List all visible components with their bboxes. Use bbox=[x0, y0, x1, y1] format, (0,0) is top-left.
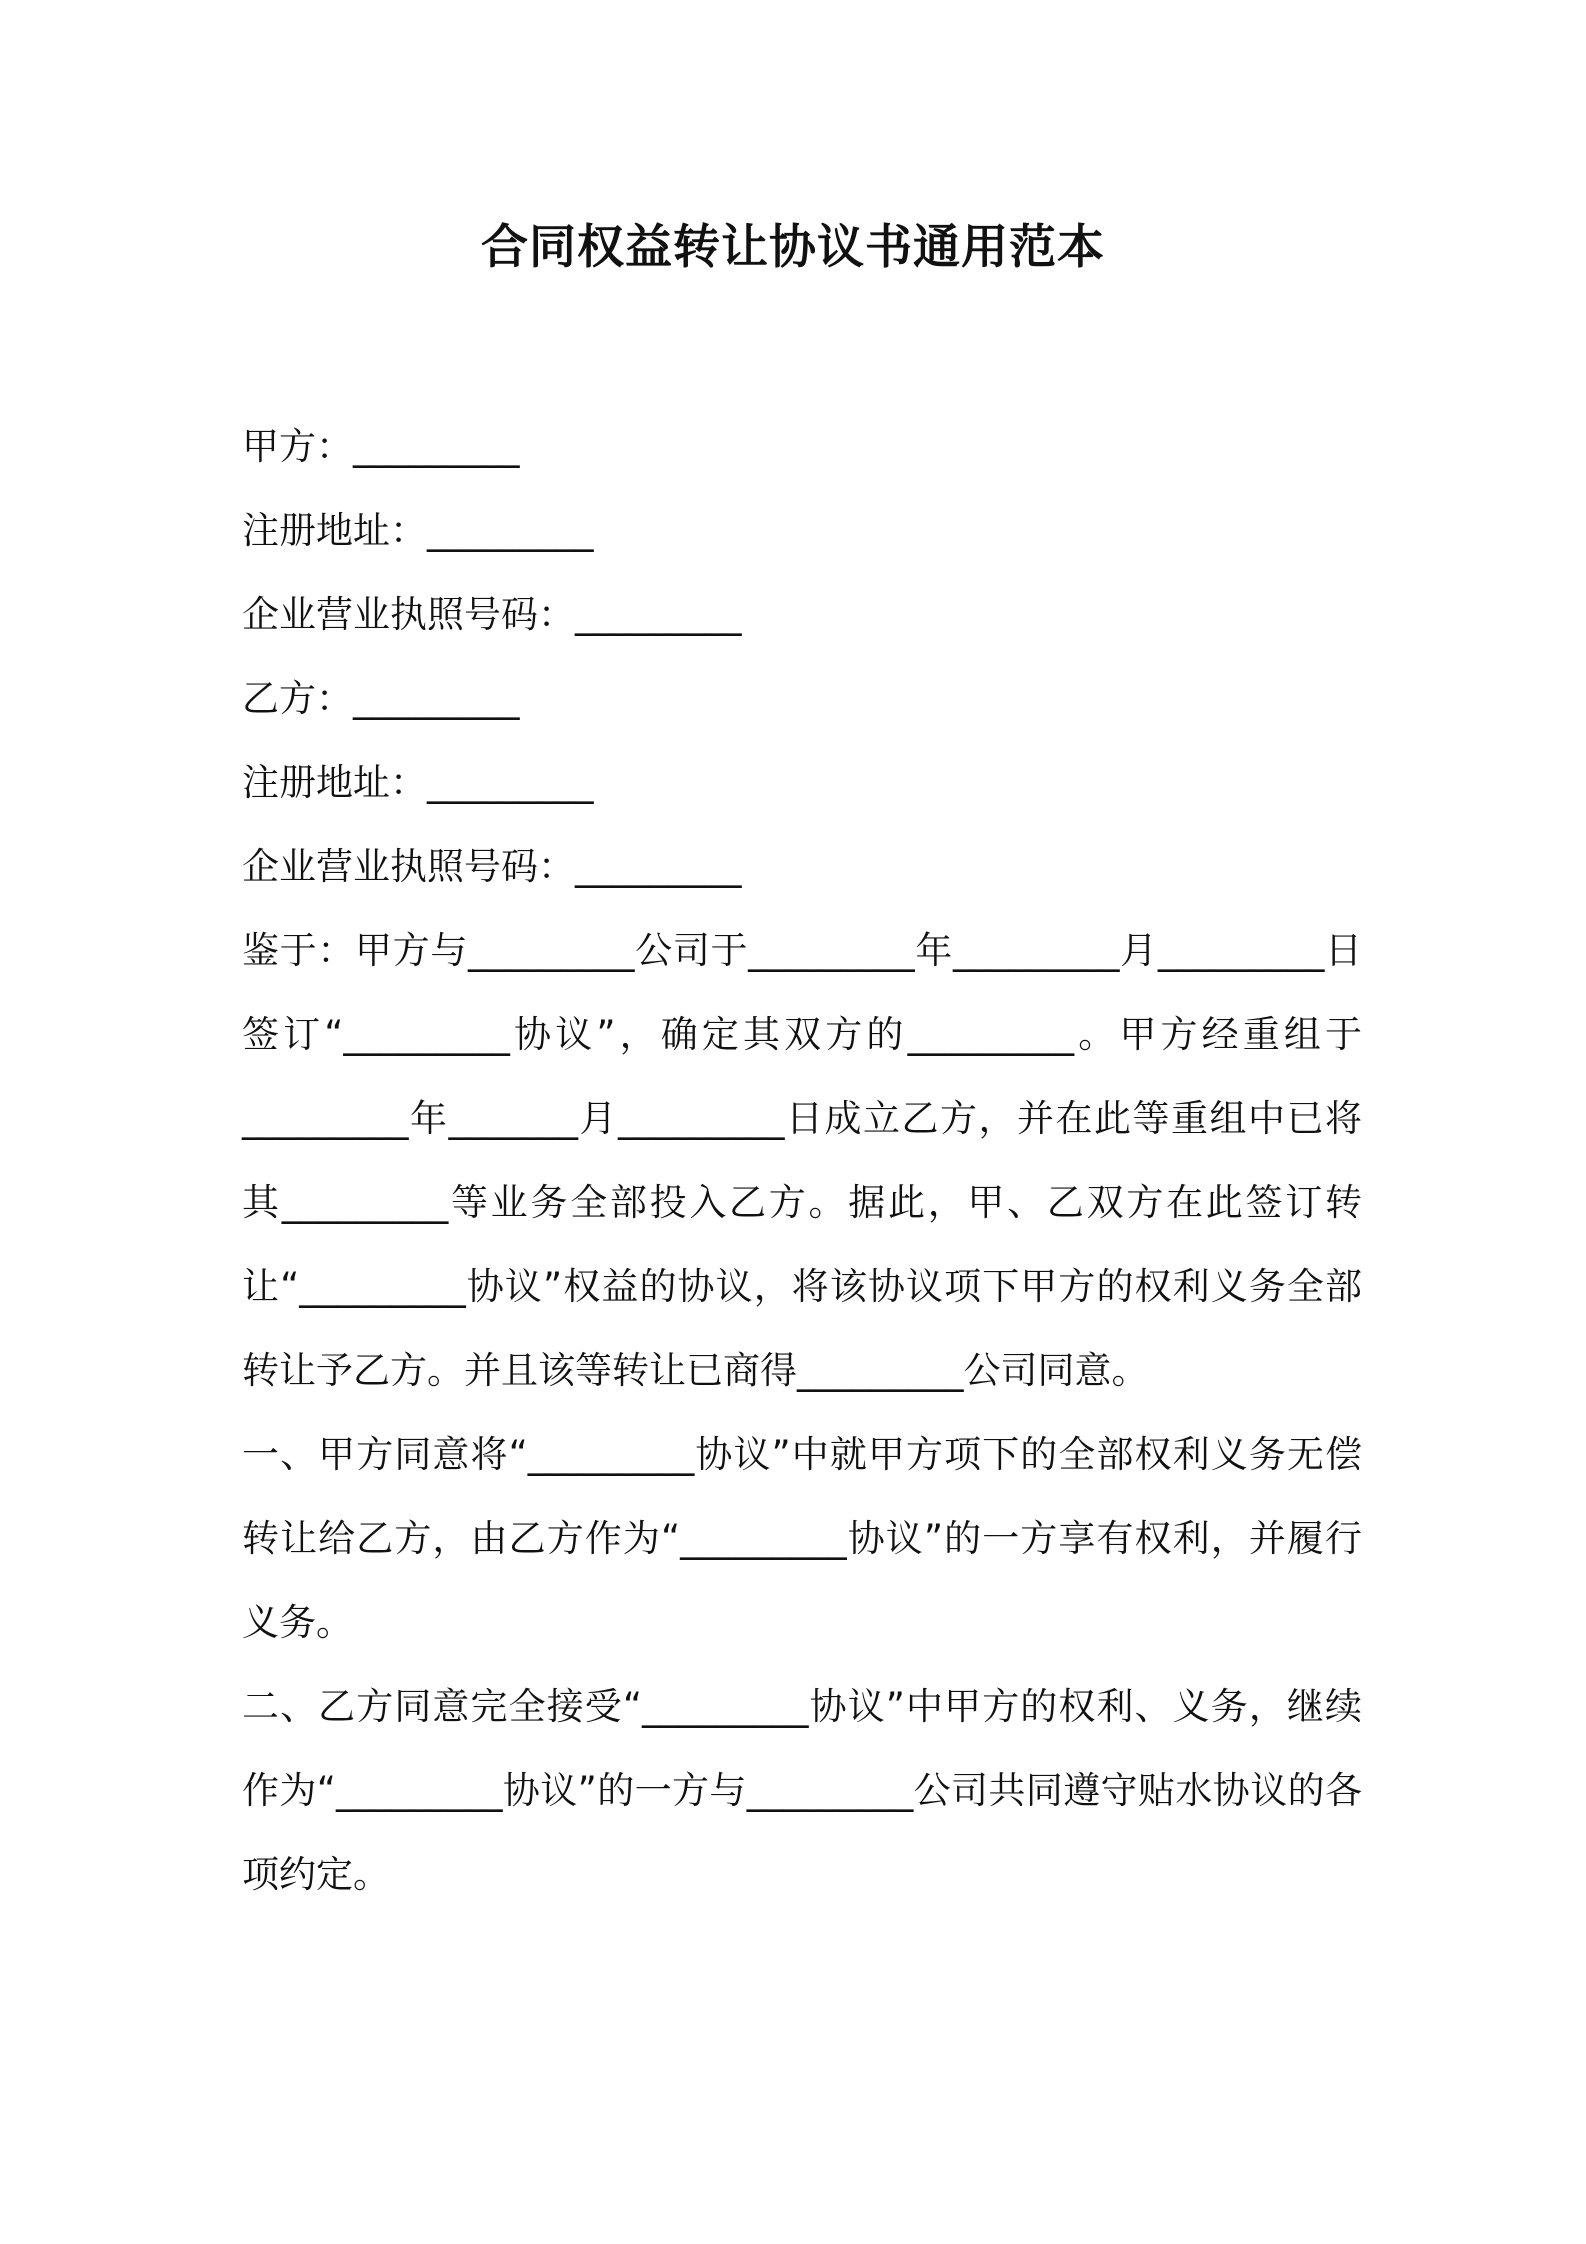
party-a-address-line: 注册地址：_________ bbox=[242, 509, 594, 552]
recital-paragraph: 鉴于：甲方与_________公司于_________年_________月_________日签订“_________协议”，确定其双方的_________。甲方经重组于_________年_______月_________日成立乙方，并在此等重组中已将其_________等业务全部投入乙方。据此，甲、乙双方在此签订转让“_________协议”权益的协议，将该协议项下甲方的权利义务全部转让予乙方。并且该等转让已商得_________公司同意。 bbox=[242, 929, 1362, 1392]
clause-two-paragraph: 二、乙方同意完全接受“_________协议”中甲方的权利、义务，继续作为“_________协议”的一方与_________公司共同遵守贴水协议的各项约定。 bbox=[242, 1685, 1362, 1896]
party-b-name-line: 乙方：_________ bbox=[242, 677, 520, 720]
document-title: 合同权益转让协议书通用范本 bbox=[481, 220, 1105, 275]
document-body bbox=[242, 405, 1362, 1917]
clause-one-paragraph: 一、甲方同意将“_________协议”中就甲方项下的全部权利义务无偿转让给乙方，由乙方作为“_________协议”的一方享有权利，并履行义务。 bbox=[242, 1433, 1362, 1644]
party-a-license-line: 企业营业执照号码：_________ bbox=[242, 593, 742, 636]
party-a-name-line: 甲方：_________ bbox=[242, 425, 520, 468]
party-b-license-line: 企业营业执照号码：_________ bbox=[242, 845, 742, 888]
party-b-address-line: 注册地址：_________ bbox=[242, 761, 594, 804]
